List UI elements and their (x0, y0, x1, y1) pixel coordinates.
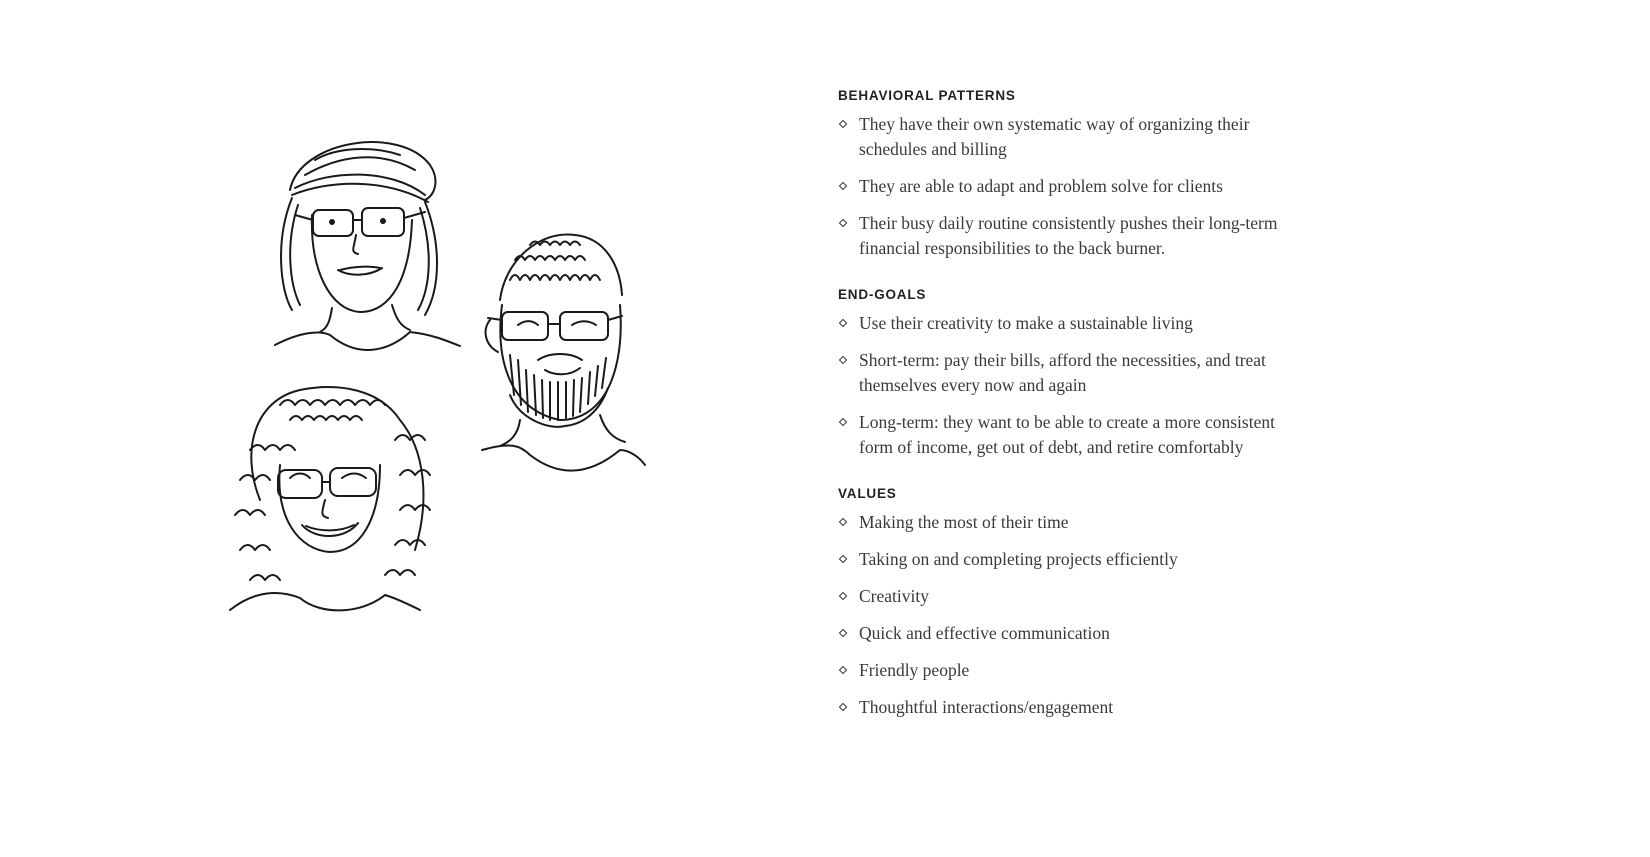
section-title: VALUES (838, 486, 897, 501)
curly-haired-woman-sketch-icon (230, 387, 430, 610)
item-text: Creativity (859, 586, 929, 606)
end-goals-list (838, 311, 1358, 460)
item-text: They have their own systematic way of organizing their schedules and billing (859, 114, 1250, 159)
end-goals-section (838, 287, 1358, 460)
item-text: Short-term: pay their bills, afford the necessities, and treat themselves every now and again (859, 350, 1266, 395)
item-text: Long-term: they want to be able to create a more consistent form of income, get out of debt, and retire comfortably (859, 412, 1275, 457)
list-item (838, 112, 1358, 162)
section-title: END-GOALS (838, 287, 927, 302)
diamond-bullet-icon (839, 182, 847, 190)
behavioral-list (838, 112, 1358, 261)
list-item (838, 621, 1358, 646)
diamond-bullet-icon (839, 703, 847, 711)
list-item (838, 584, 1358, 609)
list-item (838, 695, 1358, 720)
diamond-bullet-icon (839, 319, 847, 327)
values-section (838, 486, 1358, 720)
diamond-bullet-icon (839, 219, 847, 227)
list-item (838, 211, 1358, 261)
woman-with-headband-sketch-icon (275, 142, 460, 350)
item-text: Their busy daily routine consistently pushes their long-term financial responsibilities to the back burner. (859, 213, 1278, 258)
item-text: Taking on and completing projects efficiently (859, 549, 1178, 569)
item-text: Thoughtful interactions/engagement (859, 697, 1114, 717)
list-item (838, 410, 1358, 460)
list-item (838, 658, 1358, 683)
diamond-bullet-icon (839, 666, 847, 674)
item-text: Making the most of their time (859, 512, 1069, 532)
diamond-bullet-icon (839, 518, 847, 526)
behavioral-patterns-section (838, 88, 1358, 261)
diamond-bullet-icon (839, 555, 847, 563)
diamond-bullet-icon (839, 629, 847, 637)
diamond-bullet-icon (839, 120, 847, 128)
diamond-bullet-icon (839, 592, 847, 600)
persona-details (838, 88, 1358, 746)
personas-illustration (220, 120, 680, 640)
item-text: Use their creativity to make a sustainable living (859, 313, 1193, 333)
bearded-man-sketch-icon (482, 234, 645, 470)
values-list (838, 510, 1358, 720)
list-item (838, 311, 1358, 336)
item-text: They are able to adapt and problem solve for clients (859, 176, 1223, 196)
list-item (838, 348, 1358, 398)
list-item (838, 510, 1358, 535)
list-item (838, 547, 1358, 572)
item-text: Quick and effective communication (859, 623, 1110, 643)
item-text: Friendly people (859, 660, 970, 680)
section-title: BEHAVIORAL PATTERNS (838, 88, 1016, 103)
list-item (838, 174, 1358, 199)
diamond-bullet-icon (839, 356, 847, 364)
diamond-bullet-icon (839, 418, 847, 426)
